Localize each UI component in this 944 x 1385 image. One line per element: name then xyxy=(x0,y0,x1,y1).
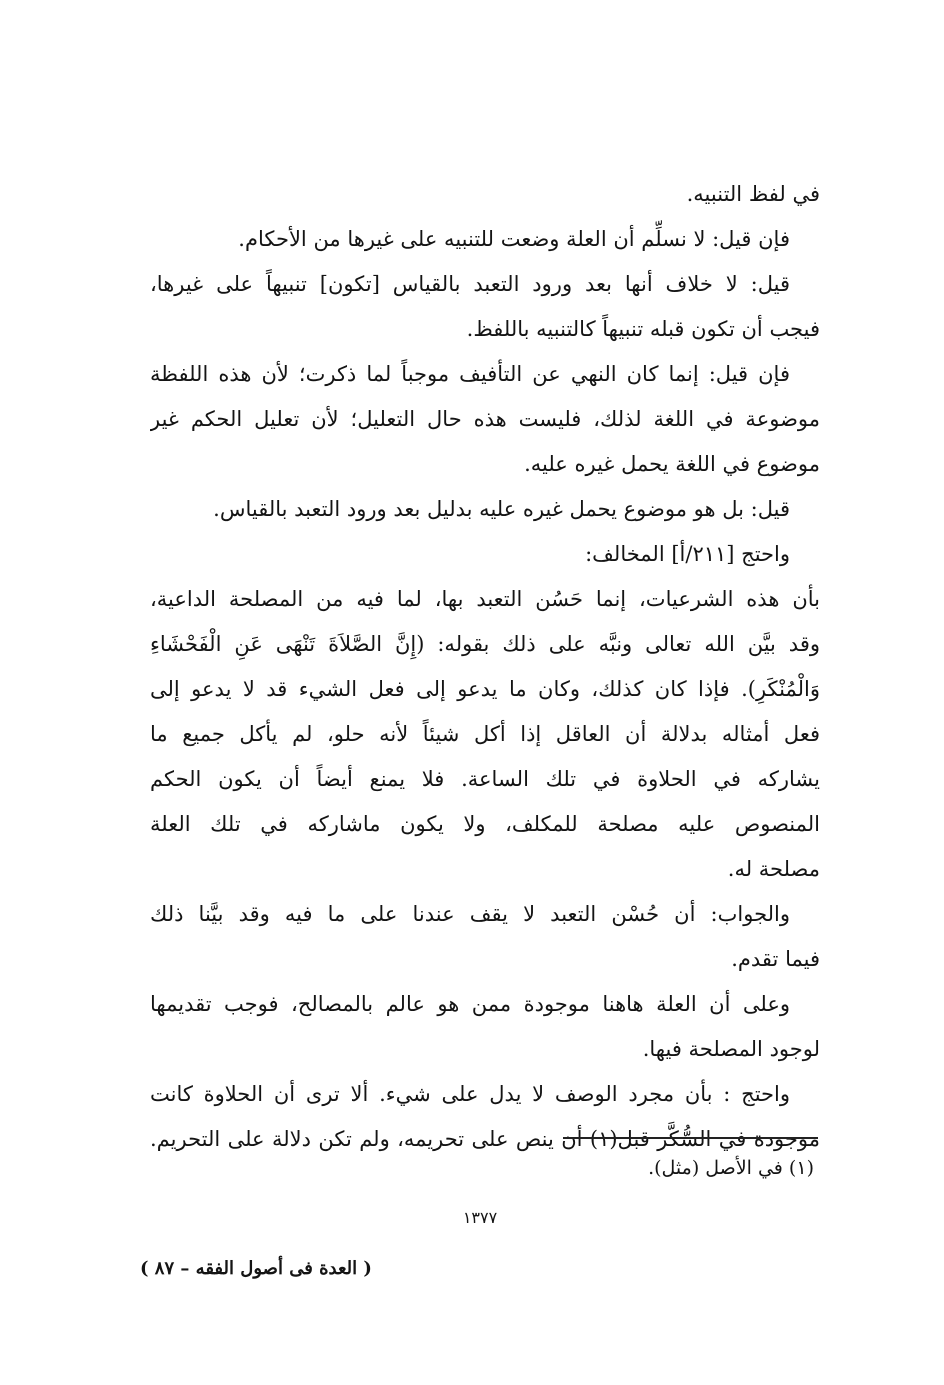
text-line: مصلحة له. xyxy=(727,857,820,881)
text-line: بأن هذه الشرعيات، إنما حَسُن التعبد بها، لما فيه من المصلحة الداعية، xyxy=(150,587,820,611)
text-line: لوجود المصلحة فيها. xyxy=(642,1037,820,1061)
text-line: فيما تقدم. xyxy=(731,947,820,971)
text-line: فإن قيل: إنما كان النهي عن التأفيف موجباً لما ذكرت؛ لأن هذه اللفظة xyxy=(150,362,790,386)
text-line: وعلى أن العلة هاهنا موجودة ممن هو عالم بالمصالح، فوجب تقديمها xyxy=(150,992,790,1016)
text-line: فعل أمثاله بدلالة أن العاقل إذا أكل شيئاً لأنه حلو، لم يأكل جميع ما xyxy=(150,722,820,746)
text-line: فيجب أن تكون قبله تنبيهاً كالتنبيه باللفظ. xyxy=(466,317,820,341)
text-line: قيل: لا خلاف أنها بعد ورود التعبد بالقياس [تكون] تنبيهاً على غيرها، xyxy=(150,272,790,296)
book-footer: ( العدة فى أصول الفقه – ٨٧ ) xyxy=(140,1258,372,1279)
text-line: موجودة في السُّكَّر قبل(١) أن ينص على تحريمه، ولم تكن دلالة على التحريم. xyxy=(150,1127,820,1151)
text-line: وقد بيَّن الله تعالى ونبَّه على ذلك بقوله: (إِنَّ الصَّلاَةَ تَنْهَى عَنِ الْفَحْشَاءِ xyxy=(150,632,820,656)
text-line: وَالْمُنْكَرِ). فإذا كان كذلك، وكان ما يدعو إلى فعل الشيء قد لا يدعو إلى xyxy=(150,677,820,701)
footnote: (١) في الأصل (مثل). xyxy=(648,1157,814,1179)
text-line: فإن قيل: لا نسلِّم أن العلة وضعت للتنبيه على غيرها من الأحكام. xyxy=(238,227,790,251)
text-line: يشاركه في الحلاوة في تلك الساعة. فلا يمنع أيضاً أن يكون الحكم xyxy=(150,767,820,791)
footnote-separator xyxy=(563,1137,818,1139)
text-line: موضوعة في اللغة لذلك، فليست هذه حال التعليل؛ لأن تعليل الحكم غير xyxy=(150,407,820,431)
text-line: واحتج [٢١١/أ] المخالف: xyxy=(585,542,790,566)
text-line: واحتج : بأن مجرد الوصف لا يدل على شيء. ألا ترى أن الحلاوة كانت xyxy=(150,1082,790,1106)
main-text xyxy=(150,172,820,1162)
text-line: والجواب: أن حُسْن التعبد لا يقف عندنا على ما فيه وقد بيَّنا ذلك xyxy=(150,902,790,926)
page-number: ١٣٧٧ xyxy=(462,1208,498,1227)
text-line: موضوع في اللغة يحمل غيره عليه. xyxy=(524,452,820,476)
text-line: المنصوص عليه مصلحة للمكلف، ولا يكون ماشاركه في تلك العلة xyxy=(150,812,820,836)
text-line: في لفظ التنبيه. xyxy=(686,182,820,206)
text-line: قيل: بل هو موضوع يحمل غيره عليه بدليل بعد ورود التعبد بالقياس. xyxy=(213,497,790,521)
